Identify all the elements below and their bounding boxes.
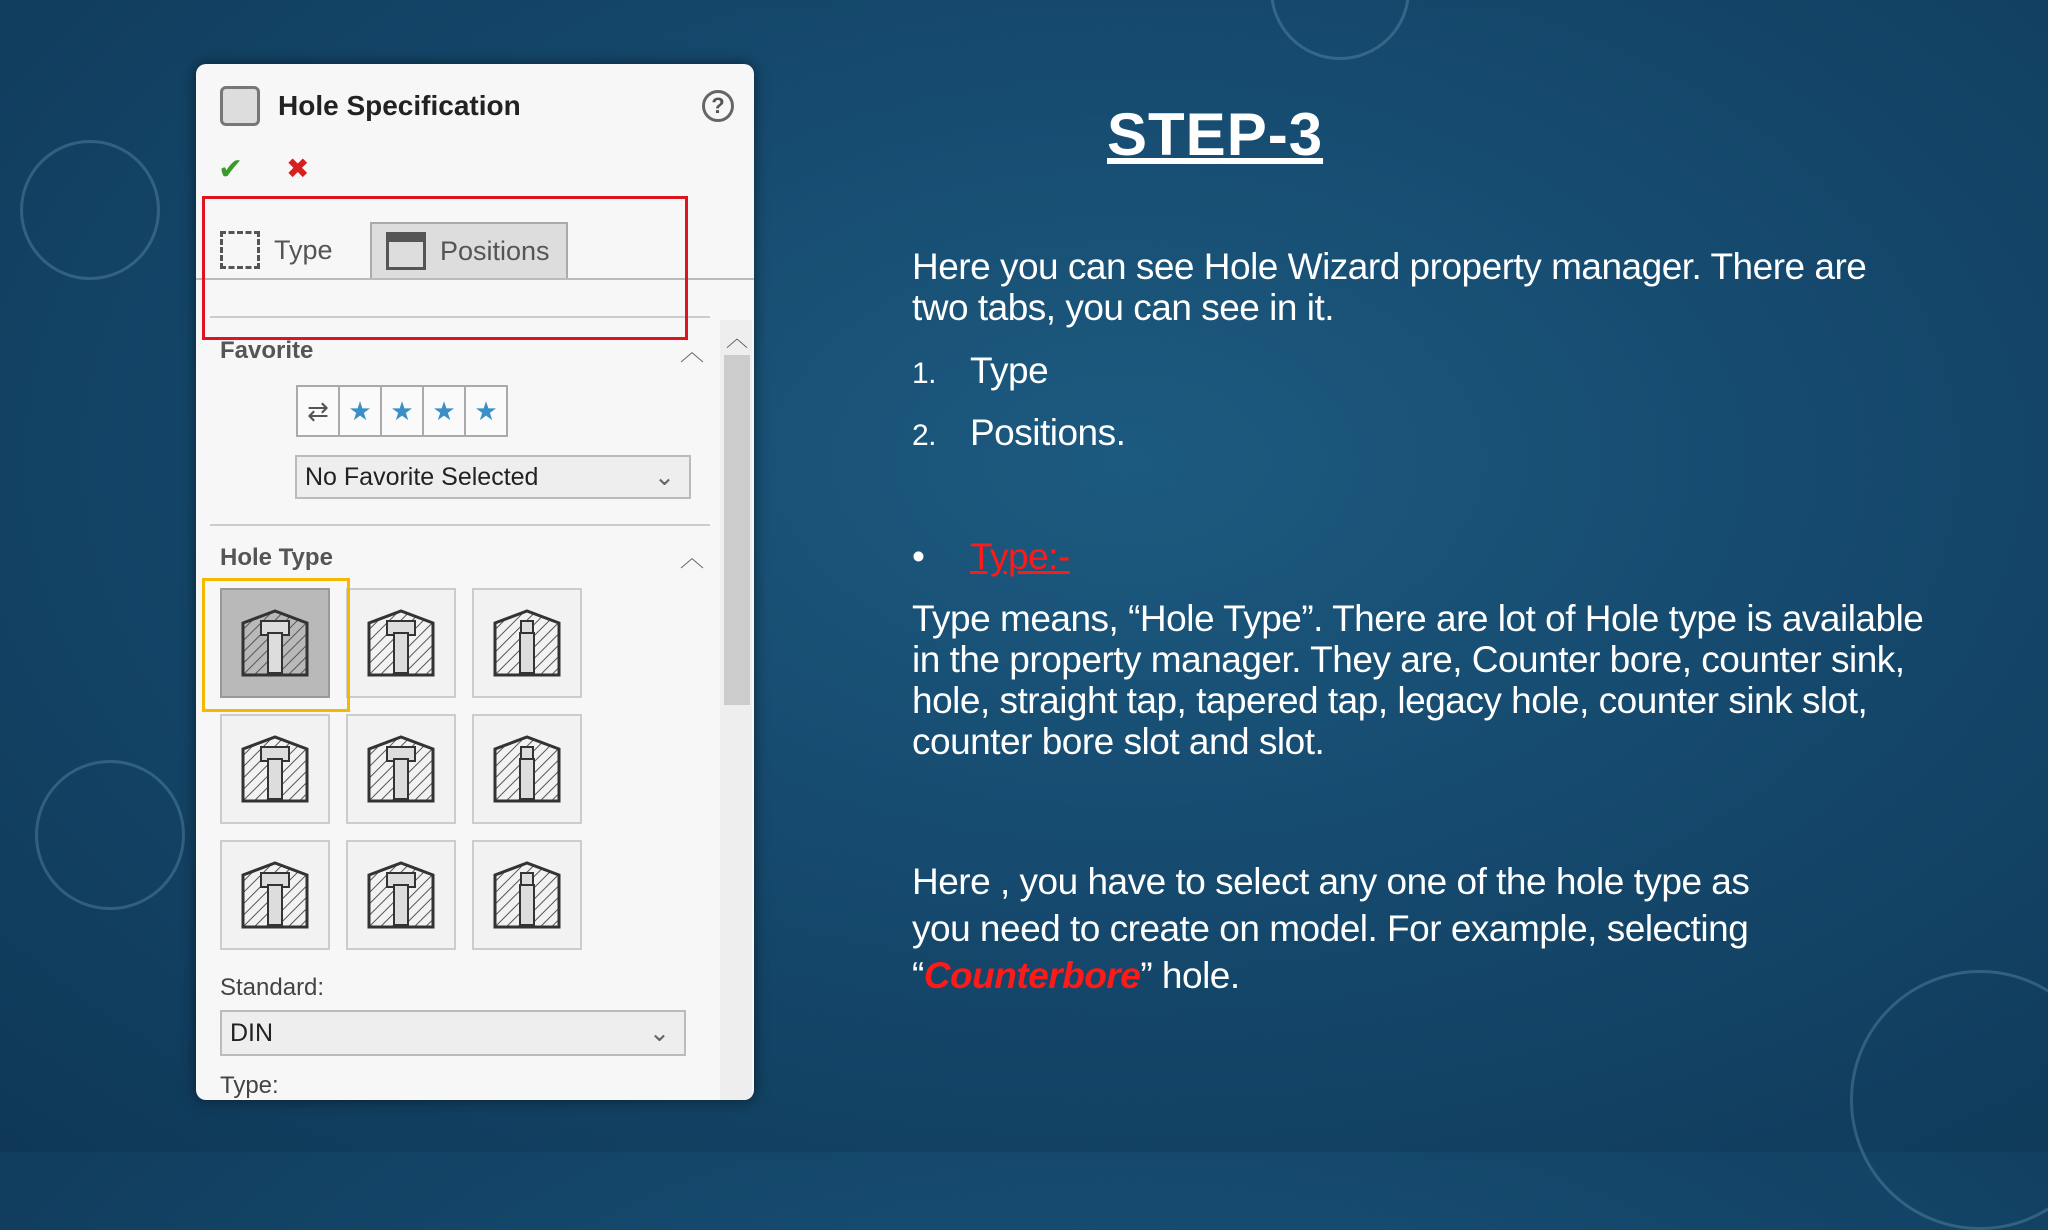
- ok-check-icon[interactable]: ✔: [218, 153, 244, 186]
- standard-dropdown[interactable]: [220, 1010, 686, 1056]
- hole-type-option[interactable]: [472, 588, 582, 698]
- hole-type-option[interactable]: [472, 714, 582, 824]
- chevron-down-icon: ⌄: [654, 463, 675, 491]
- type-description: Type means, “Hole Type”. There are lot of Hole type is available in the property manager. They are, Counter bore, counter sink, hole, straight tap, tapered tap, legacy hole, counter sink slot, counter bore slot and slot.: [912, 598, 1924, 762]
- tab-positions-label: Positions: [440, 235, 550, 266]
- favorite-section-label: Favorite: [220, 337, 314, 364]
- hole-type-icon: [487, 855, 567, 935]
- quote-close: ” hole.: [1140, 955, 1240, 996]
- decor-circle: [1270, 0, 1410, 60]
- cancel-x-icon[interactable]: ✖: [286, 153, 310, 184]
- favorite-dropdown[interactable]: [295, 455, 691, 499]
- tabs-highlight-box: [202, 196, 688, 340]
- hole-type-icon: [487, 603, 567, 683]
- type-label: Type:: [220, 1072, 279, 1099]
- panel-title: Hole Specification: [278, 90, 521, 121]
- slide-title: STEP-3: [1107, 101, 1324, 168]
- bullet-item: [912, 536, 1922, 577]
- instruction-text: Here , you have to select any one of the hole type as you need to create on model. For example, selecting: [912, 861, 1750, 949]
- hole-type-section-label: Hole Type: [220, 544, 333, 571]
- decor-circle: [20, 140, 160, 280]
- bullet-heading: Type:-: [970, 536, 1070, 577]
- collapse-hole-type-icon[interactable]: ︿: [680, 545, 704, 572]
- hole-type-option[interactable]: [220, 714, 330, 824]
- divider: [210, 524, 710, 526]
- hole-specification-panel: [196, 64, 754, 1100]
- hole-type-icon: [361, 603, 441, 683]
- scroll-up-icon[interactable]: ︿: [726, 326, 749, 351]
- list-text: Positions.: [970, 412, 1126, 453]
- collapse-favorite-icon[interactable]: ︿: [680, 339, 704, 366]
- hole-type-icon: [487, 729, 567, 809]
- quote-open: “: [912, 955, 924, 996]
- favorite-toolbar: [296, 385, 506, 437]
- delete-favorite-icon[interactable]: ★: [380, 385, 424, 437]
- save-favorite-icon[interactable]: ★: [422, 385, 466, 437]
- selected-hole-highlight: [202, 578, 350, 712]
- hole-wizard-icon: [220, 86, 260, 126]
- hole-type-icon: [235, 855, 315, 935]
- chevron-down-icon: ⌄: [649, 1019, 670, 1047]
- intro-text: Here you can see Hole Wizard property manager. There are two tabs, you can see in it.: [912, 246, 1867, 328]
- load-favorite-icon[interactable]: ★: [464, 385, 508, 437]
- list-number: 2.: [912, 419, 937, 452]
- apply-defaults-icon[interactable]: ⇄: [296, 385, 340, 437]
- standard-dropdown-value: DIN: [230, 1018, 274, 1047]
- highlight-counterbore: Counterbore: [923, 955, 1141, 996]
- bullet-icon: •: [912, 536, 925, 577]
- hole-type-icon: [361, 729, 441, 809]
- scrollbar-thumb[interactable]: [724, 355, 750, 705]
- hole-type-option[interactable]: [346, 840, 456, 950]
- standard-label: Standard:: [220, 974, 325, 1001]
- list-item: [912, 350, 1922, 394]
- list-text: Type: [970, 350, 1049, 391]
- decor-circle: [35, 760, 185, 910]
- hole-type-icon: [235, 729, 315, 809]
- tab-type-label: Type: [274, 234, 333, 265]
- list-number: 1.: [912, 357, 937, 390]
- hole-type-option[interactable]: [346, 588, 456, 698]
- favorite-dropdown-value: No Favorite Selected: [305, 462, 539, 491]
- hole-type-option[interactable]: [346, 714, 456, 824]
- selection-instructions: [912, 858, 1812, 999]
- list-item: [912, 412, 1922, 456]
- help-icon[interactable]: ?: [702, 90, 734, 122]
- decor-circle: [1850, 970, 2048, 1230]
- hole-type-option[interactable]: [472, 840, 582, 950]
- hole-type-icon: [361, 855, 441, 935]
- hole-type-option[interactable]: [220, 840, 330, 950]
- add-favorite-icon[interactable]: ★: [338, 385, 382, 437]
